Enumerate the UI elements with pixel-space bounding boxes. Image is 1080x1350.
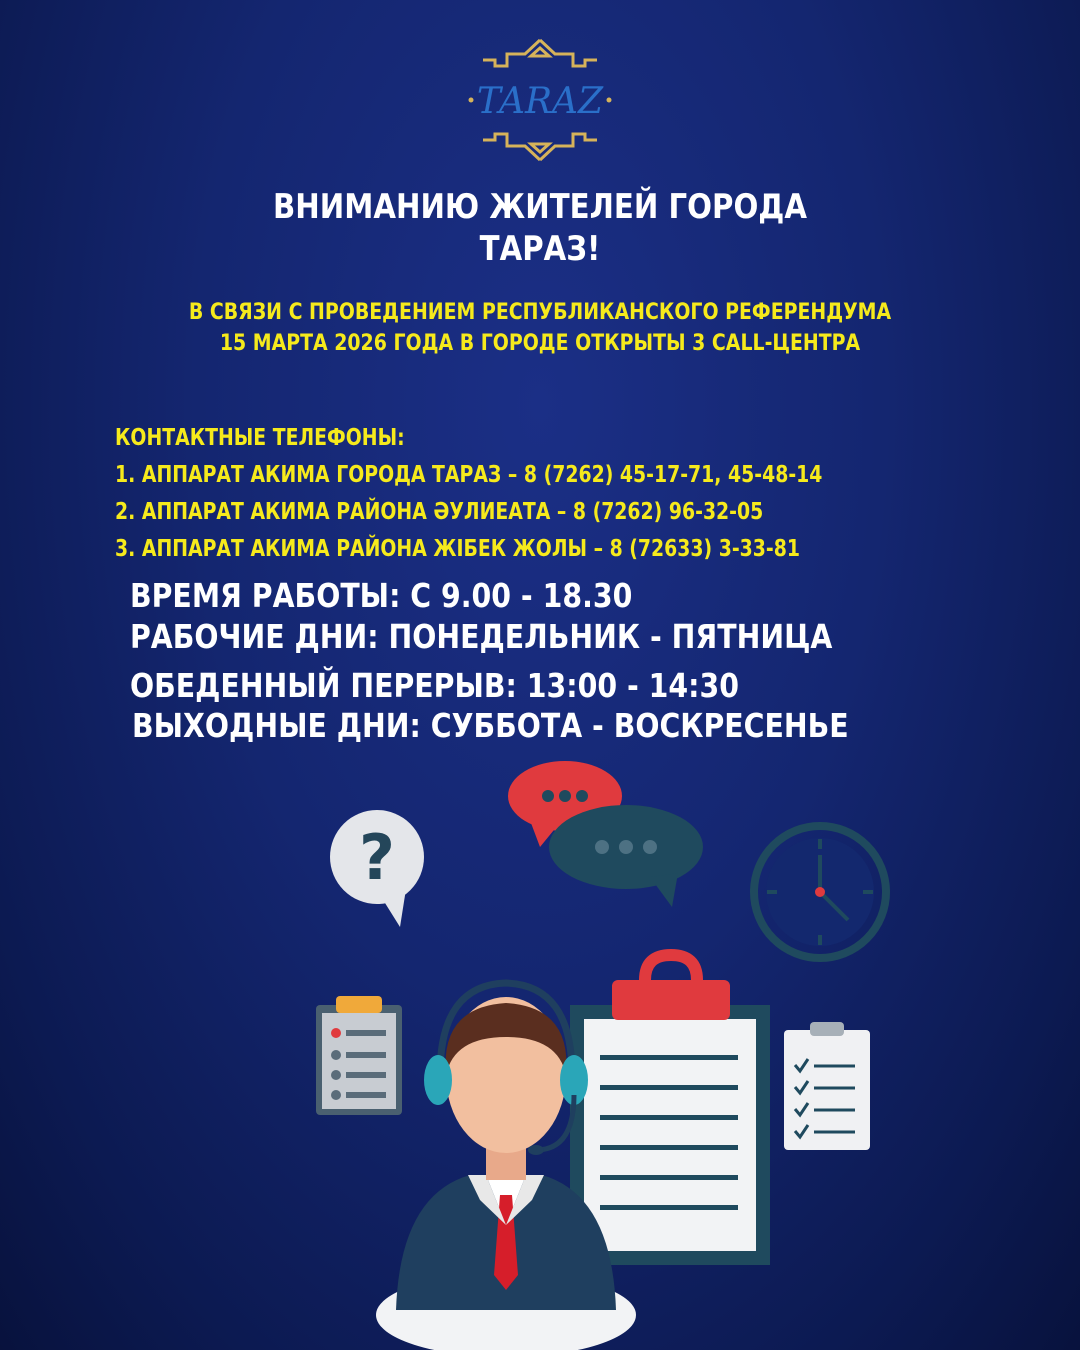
clock-icon	[754, 826, 886, 958]
title-line-2: ТАРАЗ!	[479, 229, 601, 269]
contact-item-1: 1. АППАРАТ АКИМА ГОРОДА ТАРАЗ – 8 (7262) 45-17-71, 45-48-14	[115, 462, 823, 488]
logo-text: TARAZ	[476, 81, 604, 122]
contacts-block	[115, 420, 822, 568]
weekend-days: ВЫХОДНЫЕ ДНИ: СУББОТА - ВОСКРЕСЕНЬЕ	[132, 706, 849, 745]
lunch-break: ОБЕДЕННЫЙ ПЕРЕРЫВ: 13:00 - 14:30	[130, 666, 739, 705]
question-mark: ?	[359, 821, 395, 894]
work-days: РАБОЧИЕ ДНИ: ПОНЕДЕЛЬНИК - ПЯТНИЦА	[130, 617, 833, 656]
clipboard-icon-center	[570, 955, 770, 1265]
clipboard-icon-left	[316, 996, 402, 1115]
contact-item-2: 2. АППАРАТ АКИМА РАЙОНА ӘУЛИЕАТА – 8 (7262) 96-32-05	[115, 499, 764, 525]
question-bubble-icon	[330, 810, 424, 927]
clipboard-icon-right	[784, 1022, 870, 1150]
page-title	[76, 186, 1005, 270]
subtitle	[76, 297, 1005, 359]
contacts-heading: КОНТАКТНЫЕ ТЕЛЕФОНЫ:	[115, 425, 405, 451]
chat-bubble-icon	[508, 761, 703, 907]
subtitle-line-1: В СВЯЗИ С ПРОВЕДЕНИЕМ РЕСПУБЛИКАНСКОГО РЕФЕРЕНДУМА	[188, 300, 892, 325]
title-line-1: ВНИМАНИЮ ЖИТЕЛЕЙ ГОРОДА	[273, 187, 807, 227]
call-center-illustration	[300, 755, 900, 1350]
taraz-logo	[465, 38, 615, 162]
contact-item-3: 3. АППАРАТ АКИМА РАЙОНА ЖІБЕК ЖОЛЫ – 8 (72633) 3-33-81	[115, 536, 800, 562]
subtitle-line-2: 15 МАРТА 2026 ГОДА В ГОРОДЕ ОТКРЫТЫ 3 CALL-ЦЕНТРА	[219, 331, 861, 356]
work-time: ВРЕМЯ РАБОТЫ: С 9.00 - 18.30	[130, 576, 633, 615]
